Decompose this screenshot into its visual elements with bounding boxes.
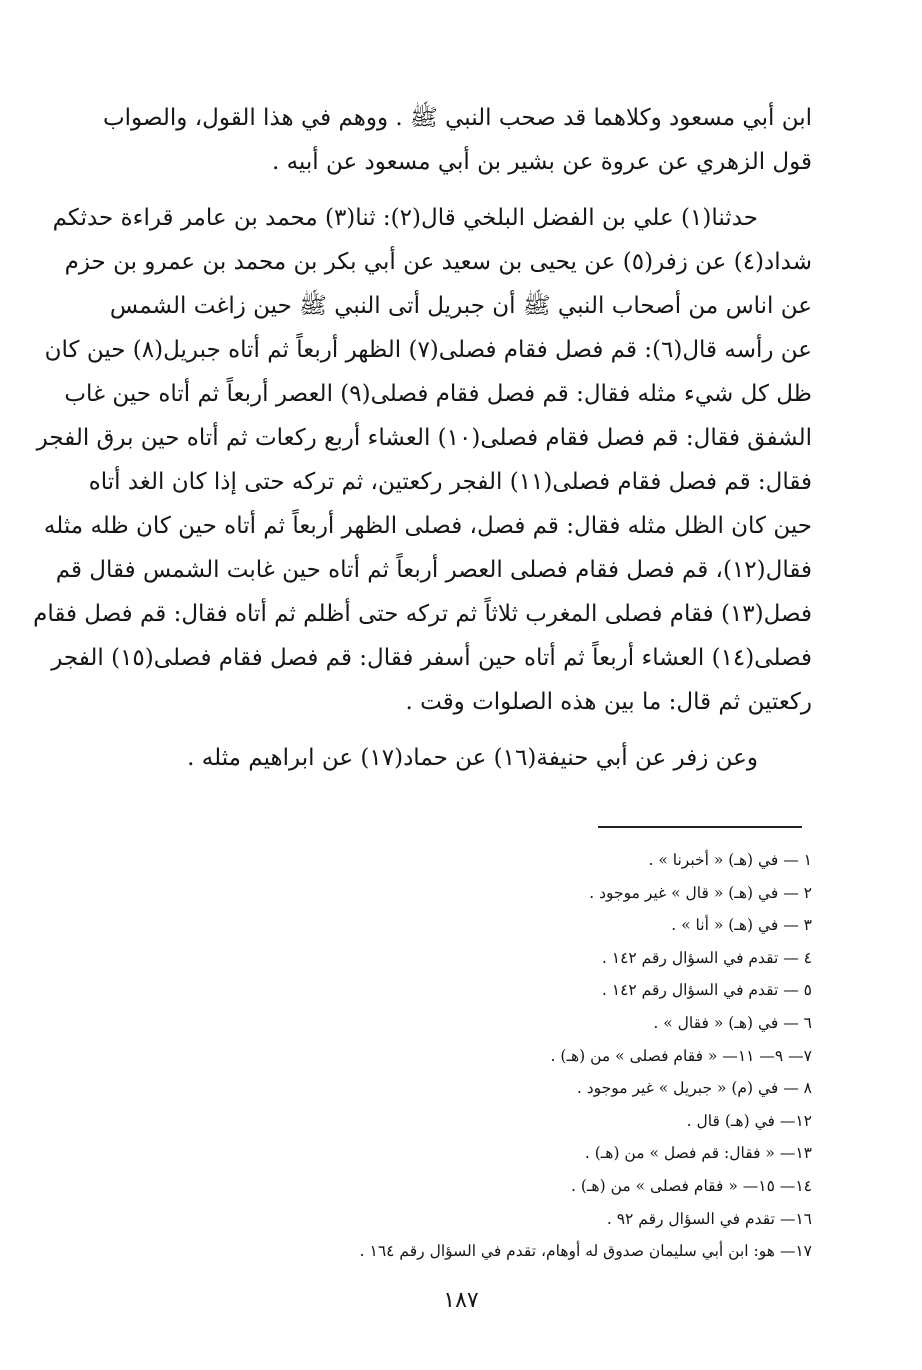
footnote: ٤ — تقدم في السؤال رقم ١٤٢ . [601,948,812,967]
text-line: الشفق فقال: قم فصل فقام فصلى(١٠) العشاء أربع ركعات ثم أتاه حين برق الفجر [36,425,812,451]
footnote: ١٣— « فقال: قم فصل » من (هـ) . [584,1144,812,1163]
text-line: عن رأسه قال(٦): قم فصل فقام فصلى(٧) الظهر أربعاً ثم أتاه جبريل(٨) حين كان [44,337,812,363]
footnote: ٦ — في (هـ) « فقال » . [653,1013,812,1032]
text-line: شداد(٤) عن زفر(٥) عن يحيى بن سعيد عن أبي بكر بن محمد بن عمرو بن حزم [64,249,812,275]
footnote: ٨ — في (م) « جبريل » غير موجود . [576,1079,812,1098]
text-line: عن اناس من أصحاب النبي ﷺ أن جبريل أتى النبي ﷺ حين زاغت الشمس [109,293,812,319]
footnote: ١٤— ١٥— « فقام فصلى » من (هـ) . [570,1176,812,1195]
footnote: ١٢— في (هـ) قال . [686,1111,812,1130]
text-line: وعن زفر عن أبي حنيفة(١٦) عن حماد(١٧) عن ابراهيم مثله . [187,745,758,771]
text-line: ظل كل شيء مثله فقال: قم فصل فقام فصلى(٩) العصر أربعاً ثم أتاه حين غاب [64,381,812,407]
text-line: حين كان الظل مثله فقال: قم فصل، فصلى الظهر أربعاً ثم أتاه حين كان ظله مثله [43,513,812,539]
footnote-divider [598,826,802,828]
text-line: فقال: قم فصل فقام فصلى(١١) الفجر ركعتين، ثم تركه حتى إذا كان الغد أتاه [88,469,812,495]
footnote: ٧— ٩— ١١— « فقام فصلى » من (هـ) . [550,1046,812,1065]
text-line: ركعتين ثم قال: ما بين هذه الصلوات وقت . [405,689,812,715]
footnote: ٥ — تقدم في السؤال رقم ١٤٢ . [601,981,812,1000]
footnotes [172,844,812,1268]
footnote: ٢ — في (هـ) « قال » غير موجود . [589,883,812,902]
text-line: فقال(١٢)، قم فصل فقام فصلى العصر أربعاً ثم أتاه حين غابت الشمس فقال قم [55,557,812,583]
text-line: فصل(١٣) فقام فصلى المغرب ثلاثاً ثم تركه حتى أظلم ثم أتاه فقال: قم فصل فقام [33,601,812,627]
text-line: حدثنا(١) علي بن الفضل البلخي قال(٢): ثنا(٣) محمد بن عامر قراءة حدثكم [52,205,758,231]
page-number: ١٨٧ [443,1288,479,1313]
footnote: ١٧— هو: ابن أبي سليمان صدوق له أوهام، تقدم في السؤال رقم ١٦٤ . [359,1242,812,1261]
text-line: قول الزهري عن عروة عن بشير بن أبي مسعود عن أبيه . [271,149,812,175]
footnote: ٣ — في (هـ) « أنا » . [671,916,812,935]
text-line: فصلى(١٤) العشاء أربعاً ثم أتاه حين أسفر فقال: قم فصل فقام فصلى(١٥) الفجر [51,645,812,671]
footnote: ١ — في (هـ) « أخبرنا » . [648,851,812,869]
footnote: ١٦— تقدم في السؤال رقم ٩٢ . [606,1209,812,1228]
main-text [33,96,812,780]
text-line: ابن أبي مسعود وكلاهما قد صحب النبي ﷺ . ووهم في هذا القول، والصواب [103,105,812,131]
